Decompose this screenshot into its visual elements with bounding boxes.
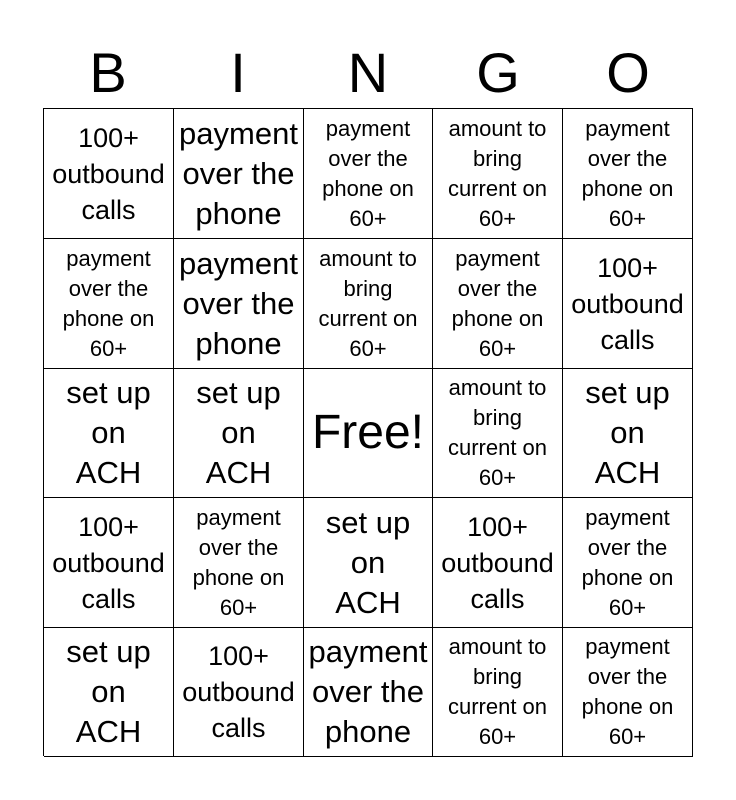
cell-text: 100+ outbound calls: [182, 641, 295, 743]
bingo-cell[interactable]: [563, 109, 693, 239]
bingo-cell[interactable]: [304, 239, 433, 369]
cell-text: payment over the phone: [179, 115, 298, 231]
cell-text: set up on ACH: [66, 375, 151, 490]
bingo-cell[interactable]: [563, 239, 693, 369]
bingo-cell[interactable]: [433, 109, 563, 239]
cell-text: set up on ACH: [585, 375, 670, 490]
cell-text: set up on ACH: [66, 634, 151, 749]
bingo-cell[interactable]: [44, 498, 174, 628]
bingo-cell[interactable]: [304, 109, 433, 239]
bingo-cell[interactable]: [44, 239, 174, 369]
cell-text: amount to bring current on 60+: [447, 375, 548, 490]
bingo-cell[interactable]: [433, 628, 563, 757]
cell-text: 100+ outbound calls: [441, 511, 554, 614]
cell-text: 100+ outbound calls: [52, 122, 165, 225]
cell-text: set up on ACH: [196, 375, 281, 490]
cell-text: payment over the phone on 60+: [192, 504, 285, 620]
bingo-cell[interactable]: [44, 628, 174, 757]
bingo-cell[interactable]: [563, 628, 693, 757]
cell-text: payment over the phone on 60+: [581, 115, 674, 231]
cell-text: payment over the phone on 60+: [581, 504, 674, 620]
bingo-cell[interactable]: [433, 498, 563, 628]
cell-text: amount to bring current on 60+: [318, 245, 418, 361]
cell-text: 100+ outbound calls: [571, 252, 684, 355]
bingo-cell[interactable]: [44, 109, 174, 239]
bingo-card-grid: [43, 108, 693, 756]
bingo-header: [43, 38, 693, 108]
header-letter-o: O: [606, 41, 650, 104]
bingo-cell[interactable]: [563, 369, 693, 498]
bingo-cell[interactable]: [304, 498, 433, 628]
cell-text: payment over the phone: [308, 634, 428, 749]
bingo-cell[interactable]: [174, 628, 304, 757]
bingo-cell[interactable]: [304, 628, 433, 757]
header-letter-g: G: [476, 41, 520, 104]
header-letter-i: I: [230, 41, 246, 104]
free-space-text: Free!: [311, 406, 425, 459]
header-letter-n: N: [347, 41, 389, 104]
cell-text: 100+ outbound calls: [52, 511, 165, 614]
cell-text: payment over the phone on 60+: [62, 245, 155, 361]
header-letter-b: B: [89, 41, 127, 104]
bingo-cell[interactable]: [44, 369, 174, 498]
bingo-cell[interactable]: [563, 498, 693, 628]
cell-text: payment over the phone on 60+: [322, 115, 414, 231]
bingo-cell[interactable]: [174, 498, 304, 628]
bingo-cell[interactable]: [174, 239, 304, 369]
bingo-cell[interactable]: [433, 239, 563, 369]
bingo-cell[interactable]: [174, 369, 304, 498]
cell-text: amount to bring current on 60+: [447, 115, 548, 231]
cell-text: amount to bring current on 60+: [447, 634, 548, 749]
bingo-cell[interactable]: [174, 109, 304, 239]
bingo-cell[interactable]: [433, 369, 563, 498]
cell-text: set up on ACH: [325, 504, 411, 620]
free-space-cell[interactable]: [304, 369, 433, 498]
cell-text: payment over the phone on 60+: [581, 634, 674, 749]
cell-text: payment over the phone on 60+: [451, 245, 544, 361]
cell-text: payment over the phone: [179, 245, 298, 361]
